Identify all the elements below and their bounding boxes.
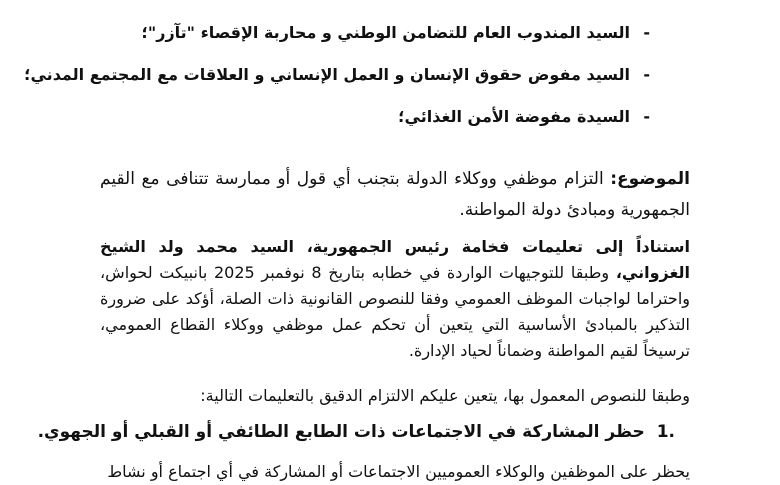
item-text: حظر المشاركة في الاجتماعات ذات الطابع الطائفي أو القبلي أو الجهوي.	[37, 422, 645, 442]
addressee-text: السيدة مفوضة الأمن الغذائي؛	[398, 107, 630, 126]
subject-block	[100, 164, 690, 226]
list-dash: -	[643, 107, 650, 126]
subject-label: الموضوع:	[610, 169, 690, 189]
list-dash: -	[643, 65, 650, 84]
paragraph-rest: وطبقا للتوجيهات الواردة في خطابه بتاريخ 8 نوفمبر 2025 بانبيكت لحواش، واحتراما لواجبات الموظف العمومي وفقا للنصوص القانونية ذات الصلة، أؤكد على ضرورة التذكير بالمبادئ الأساسية التي يتعين أن تحكم عمل موظفي ووكلاء القطاع العمومي، ترسيخاً لقيم المواطنة وضماناً لحياد الإدارة.	[100, 263, 690, 360]
paragraph-compliance: وطبقا للنصوص المعمول بها، يتعين عليكم الالتزام الدقيق بالتعليمات التالية:	[200, 386, 690, 405]
addressee-text: السيد مفوض حقوق الإنسان و العمل الإنساني و العلاقات مع المجتمع المدني؛	[24, 65, 630, 84]
addressee-text: السيد المندوب العام للتضامن الوطني و محاربة الإقصاء "تآزر"؛	[141, 23, 630, 42]
list-dash: -	[643, 23, 650, 42]
addressee-3	[150, 106, 650, 128]
addressee-1	[141, 22, 650, 44]
item-number: .1	[656, 422, 675, 442]
paragraph-instructions	[100, 234, 690, 364]
numbered-item-1	[37, 419, 675, 445]
paragraph-intro: استناداً إلى تعليمات فخامة رئيس الجمهورية، السيد محمد ولد الشيخ الغزواني،	[100, 237, 691, 282]
subject-text: التزام موظفي ووكلاء الدولة بتجنب أي قول أو ممارسة تتنافى مع القيم الجمهورية ومبادئ دولة المواطنة.	[100, 169, 690, 220]
cut-off-line: يحظر على الموظفين والوكلاء العموميين الاجتماعات أو المشاركة في أي اجتماع أو نشاط	[107, 462, 690, 481]
addressee-2	[24, 64, 650, 86]
